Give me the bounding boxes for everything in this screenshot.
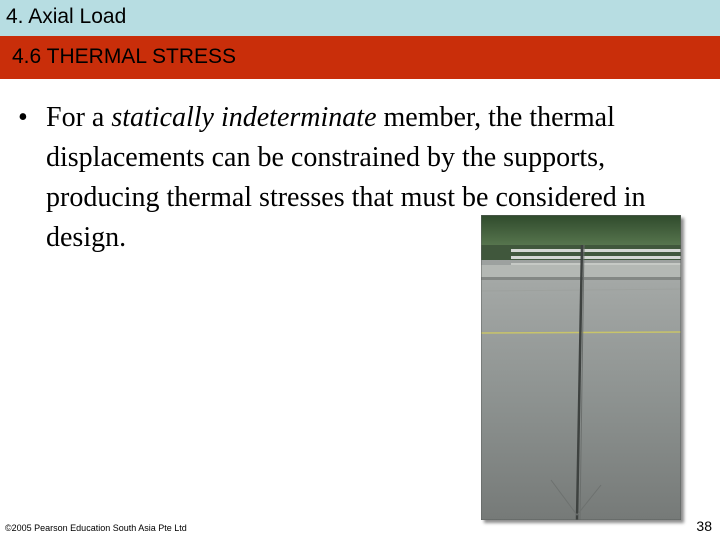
section-title: 4.6 THERMAL STRESS — [12, 45, 237, 68]
bullet-emphasis: statically indeterminate — [111, 102, 377, 133]
bullet-text-lead: For a — [46, 102, 112, 133]
bullet-text-rest: member, the thermal displacements can be constrained by the supports, producing thermal stresses that must be considered in design. — [46, 102, 646, 253]
page-number: 38 — [696, 518, 712, 534]
chapter-title: 4. Axial Load — [6, 5, 127, 28]
bullet-icon: • — [18, 102, 28, 133]
chapter-header-bar — [0, 0, 720, 36]
bridge-expansion-joint-photo — [481, 215, 681, 520]
copyright-notice: ©2005 Pearson Education South Asia Pte Ltd — [5, 523, 187, 533]
section-header-bar — [0, 36, 720, 79]
